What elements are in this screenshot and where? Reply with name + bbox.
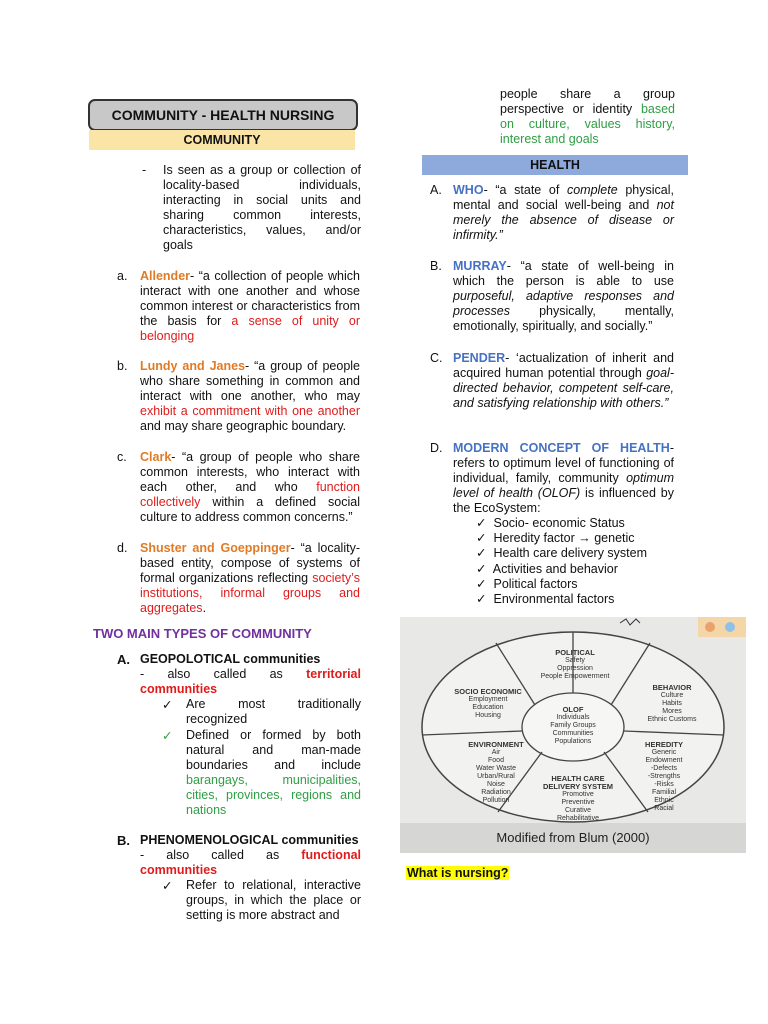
list-item: ✓ Socio- economic Status [476,516,625,530]
socio-economic-label: SOCIO ECONOMIC Employment Education Housing [454,687,522,719]
ecosystem-figure [400,617,746,850]
health-d-marker: D. [430,441,443,455]
def-shuster-goeppinger: Shuster and Goeppinger- “a locality-based entity, compose of systems of formal organizations reflecting society’s institutions, informal groups and aggregates. [140,541,360,615]
community-dash: - [142,163,147,177]
list-item: ✓ Activities and behavior [476,561,618,576]
types-header: TWO MAIN TYPES OF COMMUNITY [93,626,312,641]
type-a-marker: A. [117,652,130,667]
def-name: Clark [140,450,172,464]
check-icon: ✓ [476,531,487,546]
def-c-marker: c. [117,450,127,464]
check-icon: ✓ [476,561,487,576]
eco-list [476,516,647,607]
list-item: ✓ Heredity factor → genetic [476,531,635,546]
health-def-who: WHO- “a state of complete physical, mental and social well-being and not merely the absence of disease or infirmity.” [453,183,674,242]
check-icon: ✓ [476,546,487,561]
figure-caption: Modified from Blum (2000) [400,823,746,853]
health-def-murray: MURRAY- “a state of well-being in which the person is able to use purposeful, adaptive responses and processes physically, mentally, emotionally, spiritually, and socially.” [453,259,674,333]
health-header: HEALTH [422,155,688,175]
type-b-marker: B. [117,833,130,848]
check-icon: ✓ [162,729,173,743]
def-a-marker: a. [117,269,128,283]
heredity-label: HEREDITY Generic Endowment -Defects -Strengths -Risks Familial Ethnic Racial [645,740,683,812]
type-b-title: PHENOMENOLOGICAL communities [140,833,359,847]
behavior-label: BEHAVIOR Culture Habits Mores Ethnic Customs [647,683,697,723]
political-label: POLITICAL Safety Oppression People Empowerment [540,648,610,680]
def-name: Lundy and Janes [140,359,246,373]
type-b-alias: - also called as functional communities [140,848,361,877]
health-care-label: HEALTH CARE DELIVERY SYSTEM Promotive Preventive Curative Rehabilitative [542,774,614,822]
health-def-pender: PENDER- ‘actualization of inherit and acquired human potential through goal-directed behavior, competent self-care, and satisfying relationship with others.” [453,351,674,410]
health-a-marker: A. [430,183,442,197]
health-b-marker: B. [430,259,442,273]
def-lundy-janes: Lundy and Janes- “a group of people who share something in common and interact with one another, who may exhibit a commitment with one another and may share geographic boundary. [140,359,361,433]
check-icon: ✓ [476,516,487,530]
olof-center-label: OLOF Individuals Family Groups Communities Populations [550,705,596,745]
type-a-point-2: Defined or formed by both natural and man-made boundaries and include barangays, municipalities, cities, provinces, regions and nations [186,728,361,817]
type-b-point-1: Refer to relational, interactive groups, in which the place or setting is more abstract and [186,878,361,922]
community-header: COMMUNITY [89,130,355,150]
type-b-continuation: people share a group perspective or identity based on culture, values history, interest and goals [500,87,675,146]
type-a-alias: - also called as territorial communities [140,667,361,696]
type-a-title: GEOPOLOTICAL communities [140,652,321,666]
nursing-question: What is nursing? [407,866,509,880]
health-def-modern: MODERN CONCEPT OF HEALTH- refers to optimum level of functioning of individual, family, community optimum level of health (OLOF) is influenced by the EcoSystem: [453,441,675,515]
health-c-marker: C. [430,351,443,365]
def-d-marker: d. [117,541,128,555]
def-b-marker: b. [117,359,128,373]
community-definition: Is seen as a group or collection of locality-based individuals, interacting in social units and sharing common interests, characteristics, values, and/or goals [163,163,361,252]
def-clark: Clark- “a group of people who share common interests, who interact with each other, and who function collectively within a defined social culture to address common concerns.” [140,450,360,524]
check-icon: ✓ [476,576,487,591]
page-title: COMMUNITY - HEALTH NURSING [88,99,358,131]
check-icon: ✓ [162,698,173,712]
type-a-point-1: Are most traditionally recognized [186,697,361,726]
list-item: ✓ Political factors [476,576,578,591]
list-item: ✓ Health care delivery system [476,546,648,561]
def-allender: Allender- “a collection of people which interact with one another and whose common interest or characteristics from the basis for a sense of unity or belonging [140,269,360,343]
environment-label: ENVIRONMENT Air Food Water Waste Urban/Rural Noise Radiation Pollution [468,740,524,804]
def-name: Allender [140,269,191,283]
check-icon: ✓ [162,879,173,893]
def-name: Shuster and Goeppinger [140,541,291,555]
check-icon: ✓ [476,592,487,607]
list-item: ✓ Environmental factors [476,592,615,607]
